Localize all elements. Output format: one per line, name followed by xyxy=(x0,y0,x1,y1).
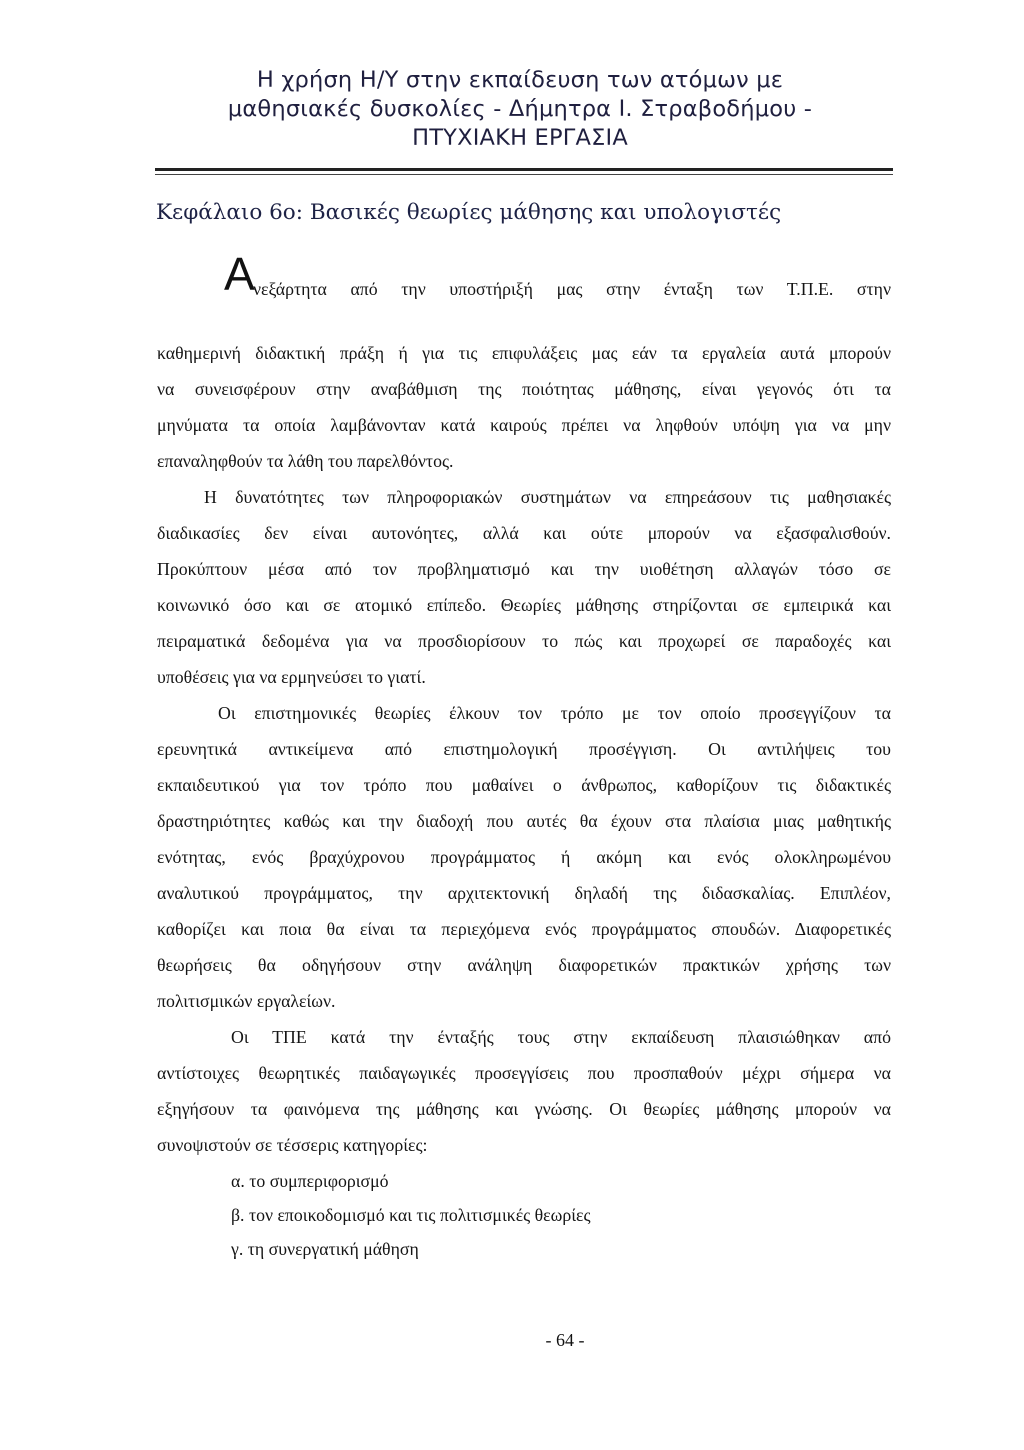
text-line: καθορίζει και ποια θα είναι τα περιεχόμενα ενός προγράμματος σπουδών. Διαφορετικές xyxy=(157,919,891,939)
list-item: β. τον εποικοδομισμό και τις πολιτισμικές θεωρίες xyxy=(231,1205,591,1225)
text-line: θεωρήσεις θα οδηγήσουν στην ανάληψη διαφορετικών πρακτικών χρήσης των xyxy=(157,955,891,975)
text-line: εκπαιδευτικού για τον τρόπο που μαθαίνει ο άνθρωπος, καθορίζουν τις διδακτικές xyxy=(157,775,891,795)
text-line: υποθέσεις για να ερμηνεύσει το γιατί. xyxy=(157,667,426,687)
text-line: Οι επιστημονικές θεωρίες έλκουν τον τρόπο με τον οποίο προσεγγίζουν τα xyxy=(218,703,891,723)
header-divider-thin xyxy=(155,174,893,175)
text-line: Προκύπτουν μέσα από τον προβληματισμό και την υιοθέτηση αλλαγών τόσο σε xyxy=(157,559,891,579)
text-line: εξηγήσουν τα φαινόμενα της μάθησης και γνώσης. Οι θεωρίες μάθησης μπορούν να xyxy=(157,1099,891,1119)
text-line: Η δυνατότητες των πληροφοριακών συστημάτων να επηρεάσουν τις μαθησιακές xyxy=(204,487,891,507)
text-line: κοινωνικό όσο και σε ατομικό επίπεδο. Θεωρίες μάθησης στηρίζονται σε εμπειρικά και xyxy=(157,595,891,615)
text-line: διαδικασίες δεν είναι αυτονόητες, αλλά και ούτε μπορούν να εξασφαλισθούν. xyxy=(157,523,891,543)
text-line: καθημερινή διδακτική πράξη ή για τις επιφυλάξεις μας εάν τα εργαλεία αυτά μπορούν xyxy=(157,343,891,363)
text-line: αντίστοιχες θεωρητικές παιδαγωγικές προσεγγίσεις που προσπαθούν μέχρι σήμερα να xyxy=(157,1063,891,1083)
text-line: επαναληφθούν τα λάθη του παρελθόντος. xyxy=(157,451,454,471)
drop-cap: Α xyxy=(224,248,255,300)
text-line: αναλυτικού προγράμματος, την αρχιτεκτονική δηλαδή της διδασκαλίας. Επιπλέον, xyxy=(157,883,891,903)
text-line: δραστηριότητες καθώς και την διαδοχή που αυτές θα έχουν στα πλαίσια μιας μαθητικής xyxy=(157,811,891,831)
header-line-2: μαθησιακές δυσκολίες - Δήμητρα Ι. Στραβοδήμου - xyxy=(227,96,813,122)
text-line: ερευνητικά αντικείμενα από επιστημολογική προσέγγιση. Οι αντιλήψεις του xyxy=(157,739,891,759)
page-number: - 64 - xyxy=(545,1330,585,1350)
first-line: νεξάρτητα από την υποστήριξή μας στην ένταξη των Τ.Π.Ε. στην xyxy=(253,279,891,299)
text-line: ενότητας, ενός βραχύχρονου προγράμματος ή ακόμη και ενός ολοκληρωμένου xyxy=(157,847,891,867)
list-item: α. το συμπεριφορισμό xyxy=(231,1171,389,1191)
header-divider xyxy=(155,168,893,171)
running-header xyxy=(150,66,890,153)
text-line: να συνεισφέρουν στην αναβάθμιση της ποιότητας μάθησης, είναι γεγονός ότι τα xyxy=(157,379,891,399)
text-line: πολιτισμικών εργαλείων. xyxy=(157,991,336,1011)
header-line-1: Η χρήση Η/Υ στην εκπαίδευση των ατόμων με xyxy=(256,67,784,93)
text-line: μηνύματα τα οποία λαμβάνονταν κατά καιρούς πρέπει να ληφθούν υπόψη για να μην xyxy=(157,415,891,435)
text-line: πειραματικά δεδομένα για να προσδιορίσουν το πώς και προχωρεί σε παραδοχές και xyxy=(157,631,891,651)
chapter-title: Κεφάλαιο 6ο: Βασικές θεωρίες μάθησης και υπολογιστές xyxy=(156,200,782,225)
list-item: γ. τη συνεργατική μάθηση xyxy=(231,1239,419,1259)
text-line: Οι ΤΠΕ κατά την ένταξής τους στην εκπαίδευση πλαισιώθηκαν από xyxy=(231,1027,891,1047)
text-line: συνοψιστούν σε τέσσερις κατηγορίες: xyxy=(157,1135,428,1155)
header-line-3: ΠΤΥΧΙΑΚΗ ΕΡΓΑΣΙΑ xyxy=(412,125,628,151)
